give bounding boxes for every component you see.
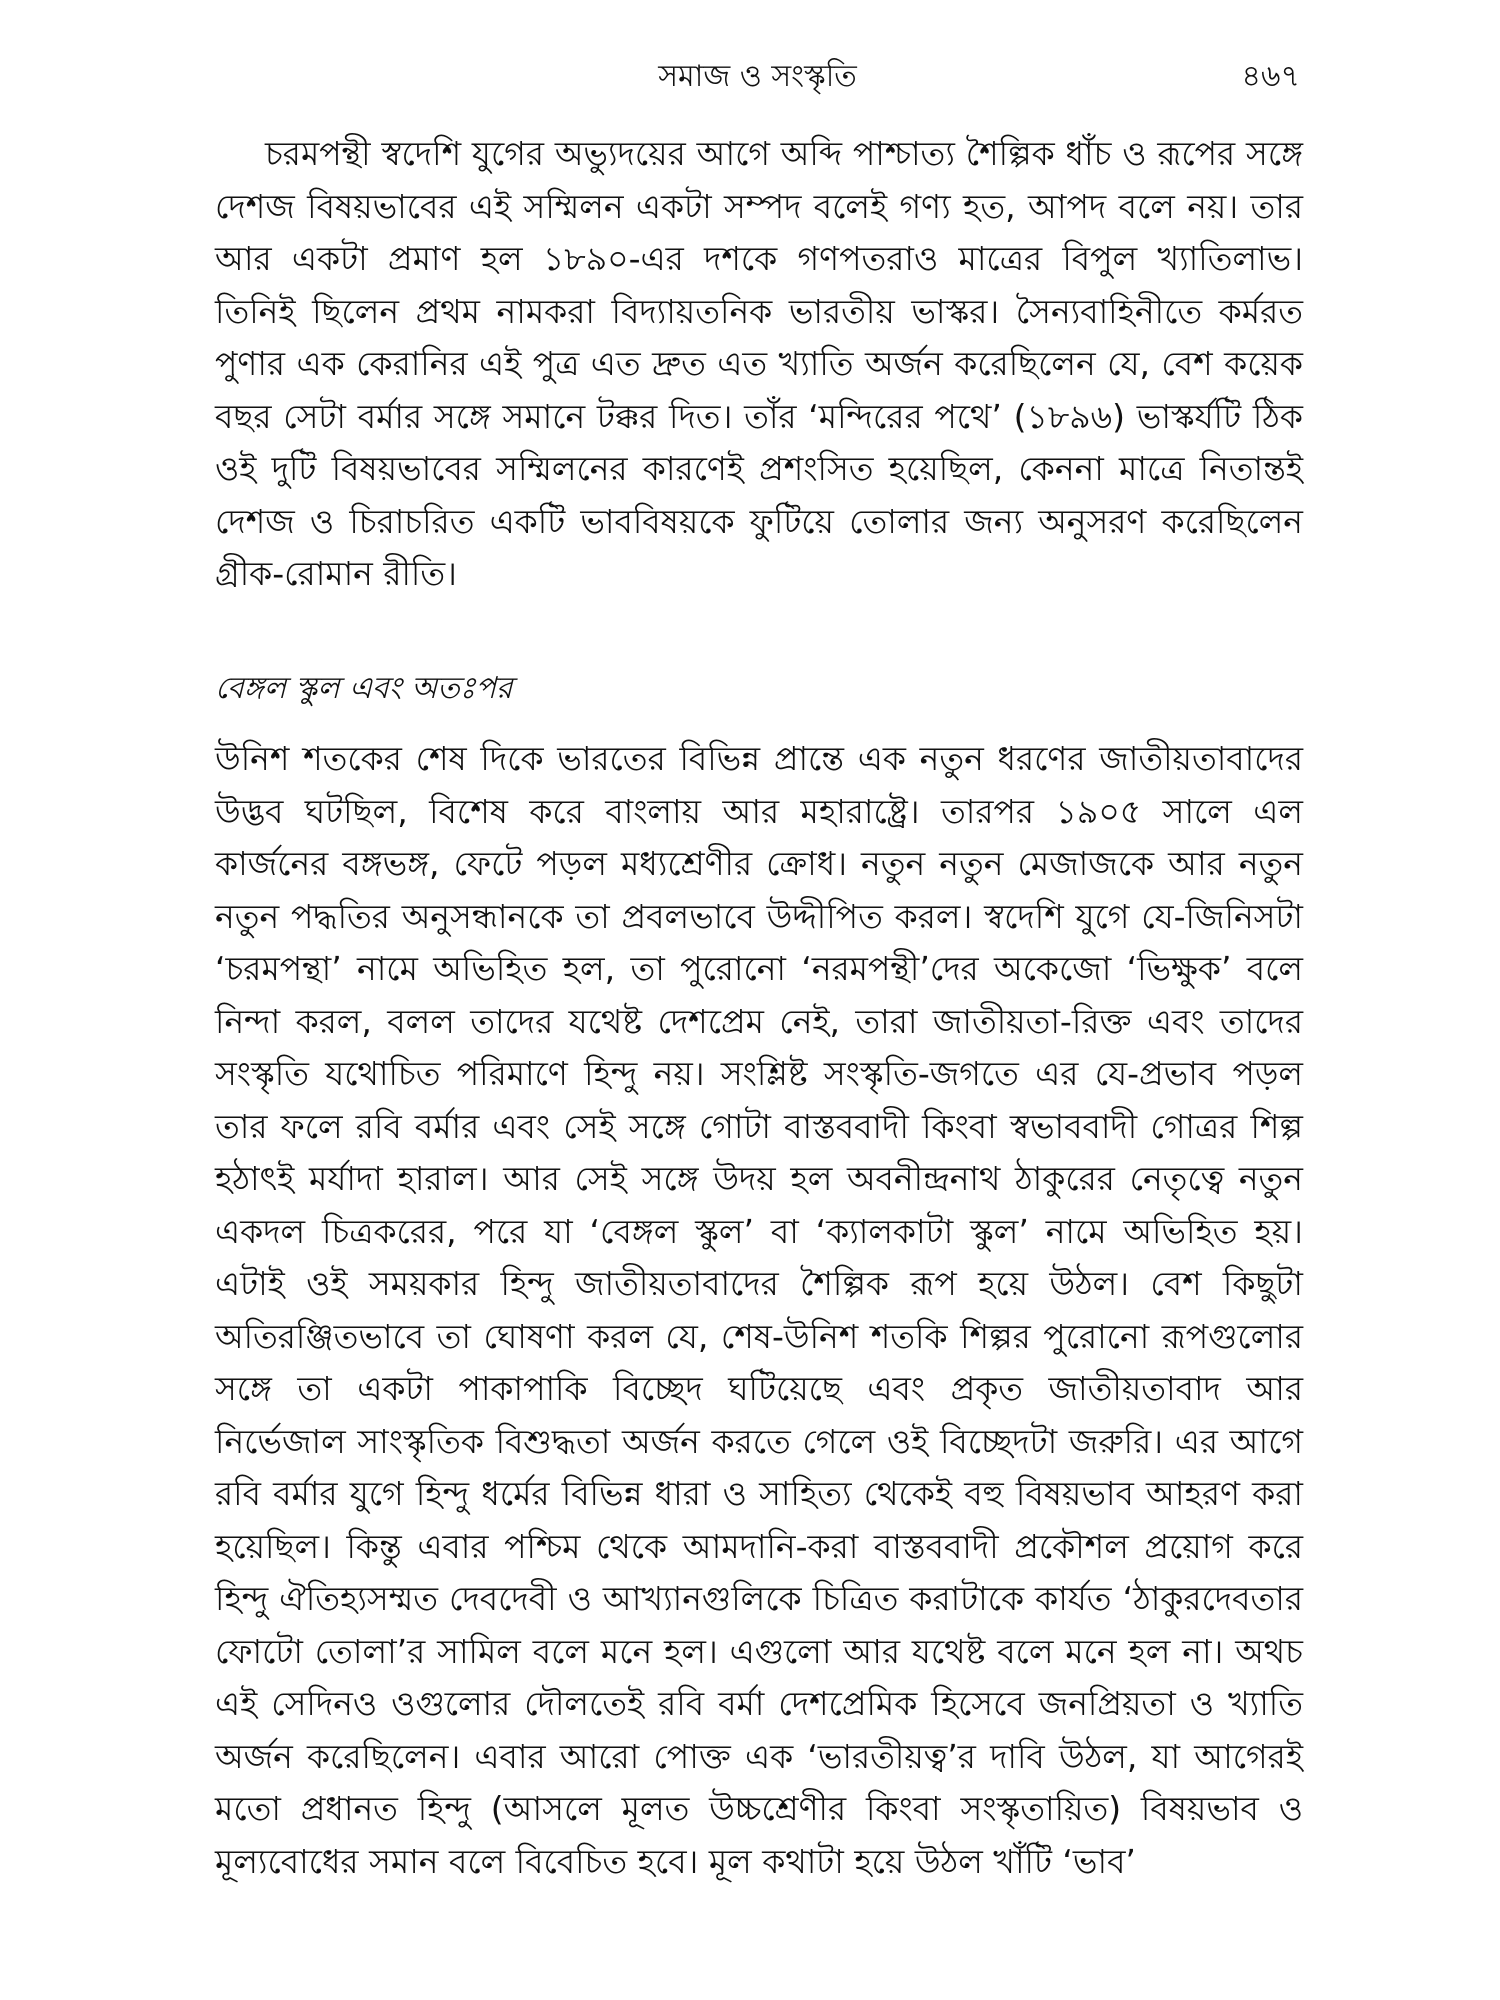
paragraph-2: উনিশ শতকের শেষ দিকে ভারতের বিভিন্ন প্রান্তে এক নতুন ধরণের জাতীয়তাবাদের উদ্ভব ঘটছিল, বিশেষ করে বাংলায় আর মহারাষ্ট্রে। তারপর ১৯০৫ সালে এল কার্জনের বঙ্গভঙ্গ, ফেটে পড়ল মধ্যশ্রেণীর ক্রোধ। নতুন নতুন মেজাজকে আর নতুন নতুন পদ্ধতির অনুসন্ধানকে তা প্রবলভাবে উদ্দীপিত করল। স্বদেশি যুগে যে-জিনিসটা ‘চরমপন্থা’ নামে অভিহিত হল, তা পুরোনো ‘নরমপন্থী’দের অকেজো ‘ভিক্ষুক’ বলে নিন্দা করল, বলল তাদের যথেষ্ট দেশপ্রেম নেই, তারা জাতীয়তা-রিক্ত এবং তাদের সংস্কৃতি যথোচিত পরিমাণে হিন্দু নয়। সংশ্লিষ্ট সংস্কৃতি-জগতে এর যে-প্রভাব পড়ল তার ফলে রবি বর্মার এবং সেই সঙ্গে গোটা বাস্তববাদী কিংবা স্বভাববাদী গোত্রর শিল্প হঠাৎই মর্যাদা হারাল। আর সেই সঙ্গে উদয় হল অবনীন্দ্রনাথ ঠাকুরের নেতৃত্বে নতুন একদল চিত্রকরের, পরে যা ‘বেঙ্গল স্কুল’ বা ‘ক্যালকাটা স্কুল’ নামে অভিহিত হয়। এটাই ওই সময়কার হিন্দু জাতীয়তাবাদের শৈল্পিক রূপ হয়ে উঠল। বেশ কিছুটা অতিরঞ্জিতভাবে তা ঘোষণা করল যে, শেষ-উনিশ শতকি শিল্পর পুরোনো রূপগুলোর সঙ্গে তা একটা পাকাপাকি বিচ্ছেদ ঘটিয়েছে এবং প্রকৃত জাতীয়তাবাদ আর নির্ভেজাল সাংস্কৃতিক বিশুদ্ধতা অর্জন করতে গেলে ওই বিচ্ছেদটা জরুরি। এর আগে রবি বর্মার যুগে হিন্দু ধর্মের বিভিন্ন ধারা ও সাহিত্য থেকেই বহু বিষয়ভাব আহরণ করা হয়েছিল। কিন্তু এবার পশ্চিম থেকে আমদানি-করা বাস্তববাদী প্রকৌশল প্রয়োগ করে হিন্দু ঐতিহ্যসম্মত দেবদেবী ও আখ্যানগুলিকে চিত্রিত করাটাকে কার্যত ‘ঠাকুরদেবতার ফোটো তোলা’র সামিল বলে মনে হল। এগুলো আর যথেষ্ট বলে মনে হল না। অথচ এই সেদিনও ওগুলোর দৌলতেই রবি বর্মা দেশপ্রেমিক হিসেবে জনপ্রিয়তা ও খ্যাতি অর্জন করেছিলেন। এবার আরো পোক্ত এক ‘ভারতীয়ত্ব’র দাবি উঠল, যা আগেরই মতো প্রধানত হিন্দু (আসলে মূলত উচ্চশ্রেণীর কিংবা সংস্কৃতায়িত) বিষয়ভাব ও মূল্যবোধের সমান বলে বিবেচিত হবে। মূল কথাটা হয়ে উঠল খাঁটি ‘ভাব’ bbox=[215, 739, 1303, 1881]
section-heading: বেঙ্গল স্কুল এবং অতঃপর bbox=[215, 671, 513, 706]
running-title: সমাজ ও সংস্কৃতি bbox=[658, 59, 857, 94]
paragraph-1: চরমপন্থী স্বদেশি যুগের অভ্যুদয়ের আগে অব্দি পাশ্চাত্য শৈল্পিক ধাঁচ ও রূপের সঙ্গে দেশজ বিষয়ভাবের এই সম্মিলন একটা সম্পদ বলেই গণ্য হত, আপদ বলে নয়। তার আর একটা প্রমাণ হল ১৮৯০-এর দশকে গণপতরাও মাত্রের বিপুল খ্যাতিলাভ। তিনিই ছিলেন প্রথম নামকরা বিদ্যায়তনিক ভারতীয় ভাস্কর। সৈন্যবাহিনীতে কর্মরত পুণার এক কেরানির এই পুত্র এত দ্রুত এত খ্যাতি অর্জন করেছিলেন যে, বেশ কয়েক বছর সেটা বর্মার সঙ্গে সমানে টক্কর দিত। তাঁর ‘মন্দিরের পথে’ (১৮৯৬) ভাস্কর্যটি ঠিক ওই দুটি বিষয়ভাবের সম্মিলনের কারণেই প্রশংসিত হয়েছিল, কেননা মাত্রে নিতান্তই দেশজ ও চিরাচরিত একটি ভাববিষয়কে ফুটিয়ে তোলার জন্য অনুসরণ করেছিলেন গ্রীক-রোমান রীতি। bbox=[215, 134, 1303, 593]
running-head bbox=[215, 52, 1300, 96]
page-number: ৪৬৭ bbox=[1241, 59, 1300, 94]
